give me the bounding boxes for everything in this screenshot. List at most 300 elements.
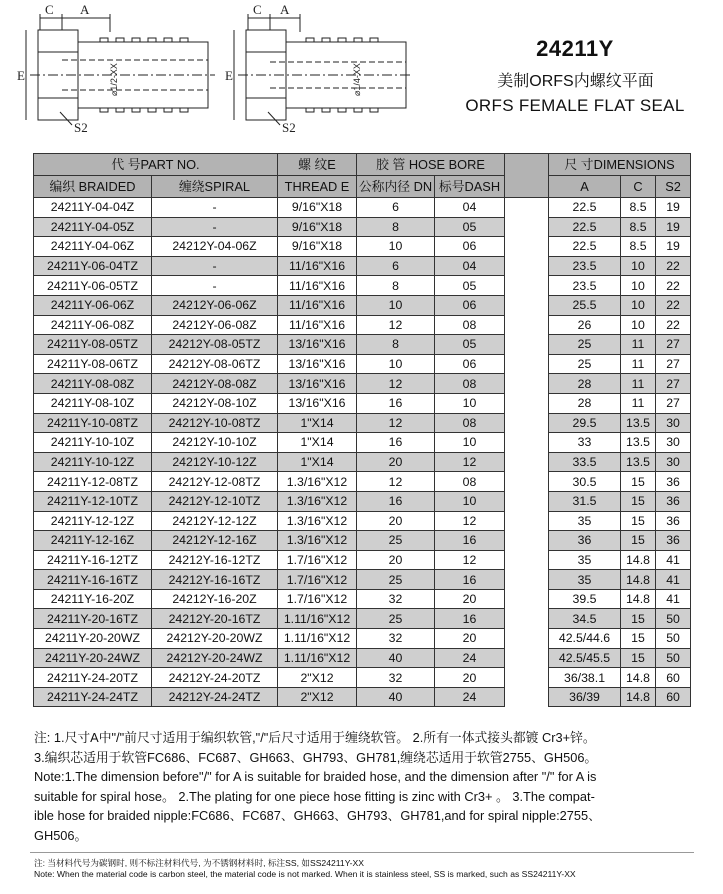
cell-thread: 11/16"X16 xyxy=(278,256,357,276)
cell-thread: 2"X12 xyxy=(278,687,357,707)
cell-s2: 36 xyxy=(656,531,691,551)
cell-braided: 24211Y-06-06Z xyxy=(34,295,152,315)
cell-s2: 50 xyxy=(656,609,691,629)
table-row xyxy=(34,511,691,531)
cell-a: 23.5 xyxy=(549,256,621,276)
cell-thread: 1.3/16"X12 xyxy=(278,511,357,531)
table-row xyxy=(34,609,691,629)
table-row xyxy=(34,589,691,609)
cell-c: 8.5 xyxy=(621,198,656,218)
cell-dn: 32 xyxy=(357,668,435,688)
cell-dn: 25 xyxy=(357,531,435,551)
cell-dash: 20 xyxy=(435,668,505,688)
cell-spiral: 24212Y-16-20Z xyxy=(152,589,278,609)
cell-spiral: 24212Y-10-10Z xyxy=(152,433,278,453)
cell-thread: 13/16"X16 xyxy=(278,354,357,374)
cell-thread: 1.3/16"X12 xyxy=(278,472,357,492)
footnote-en: Note: When the material code is carbon steel, the material code is not marked. When it is stainless steel, SS is marked, such as SS24211Y-XX xyxy=(34,869,576,879)
cell-thread: 1.11/16"X12 xyxy=(278,629,357,649)
cell-dn: 25 xyxy=(357,570,435,590)
cell-a: 26 xyxy=(549,315,621,335)
header-c: C xyxy=(621,176,656,198)
footnote-cn: 注: 当材料代号为碳钢时, 则不标注材料代号, 为不锈钢材料时, 标注SS, 如SS24211Y-XX xyxy=(34,858,364,868)
cell-c: 14.8 xyxy=(621,668,656,688)
cell-thread: 1"X14 xyxy=(278,452,357,472)
cell-dash: 12 xyxy=(435,550,505,570)
cell-spacer xyxy=(505,648,549,668)
cell-spacer xyxy=(505,511,549,531)
cell-a: 39.5 xyxy=(549,589,621,609)
cell-dn: 8 xyxy=(357,276,435,296)
cell-dn: 12 xyxy=(357,413,435,433)
cell-dash: 08 xyxy=(435,413,505,433)
cell-dn: 20 xyxy=(357,550,435,570)
cell-a: 36/39 xyxy=(549,687,621,707)
cell-dn: 20 xyxy=(357,452,435,472)
cell-a: 28 xyxy=(549,374,621,394)
cell-a: 22.5 xyxy=(549,217,621,237)
drawing-left xyxy=(17,2,215,135)
cell-thread: 1.3/16"X12 xyxy=(278,491,357,511)
cell-dash: 10 xyxy=(435,491,505,511)
cell-spiral: - xyxy=(152,198,278,218)
cell-braided: 24211Y-04-06Z xyxy=(34,237,152,257)
cell-s2: 60 xyxy=(656,668,691,688)
header-row-groups xyxy=(34,154,691,176)
table-row xyxy=(34,198,691,218)
cell-dash: 08 xyxy=(435,374,505,394)
cell-spiral: 24212Y-24-20TZ xyxy=(152,668,278,688)
cell-braided: 24211Y-04-04Z xyxy=(34,198,152,218)
cell-spacer xyxy=(505,668,549,688)
svg-text:S2: S2 xyxy=(282,120,296,135)
cell-dn: 8 xyxy=(357,217,435,237)
cell-spacer xyxy=(505,570,549,590)
cell-spiral: 24212Y-12-08TZ xyxy=(152,472,278,492)
header-spiral: 缠绕SPIRAL xyxy=(152,176,278,198)
cell-a: 25 xyxy=(549,354,621,374)
cell-spacer xyxy=(505,452,549,472)
cell-s2: 19 xyxy=(656,217,691,237)
table-row xyxy=(34,531,691,551)
cell-dn: 12 xyxy=(357,315,435,335)
cell-braided: 24211Y-10-08TZ xyxy=(34,413,152,433)
cell-c: 15 xyxy=(621,609,656,629)
cell-c: 14.8 xyxy=(621,687,656,707)
header-braided: 编织 BRAIDED xyxy=(34,176,152,198)
cell-spiral: 24212Y-20-16TZ xyxy=(152,609,278,629)
cell-dn: 32 xyxy=(357,629,435,649)
cell-a: 23.5 xyxy=(549,276,621,296)
cell-spacer xyxy=(505,531,549,551)
cell-dn: 25 xyxy=(357,609,435,629)
cell-a: 36 xyxy=(549,531,621,551)
cell-dn: 12 xyxy=(357,374,435,394)
cell-thread: 1.11/16"X12 xyxy=(278,609,357,629)
cell-thread: 9/16"X18 xyxy=(278,237,357,257)
cell-braided: 24211Y-20-20WZ xyxy=(34,629,152,649)
cell-thread: 2"X12 xyxy=(278,668,357,688)
svg-text:E: E xyxy=(17,68,25,83)
table-row xyxy=(34,276,691,296)
cell-dash: 08 xyxy=(435,472,505,492)
cell-spiral: 24212Y-20-20WZ xyxy=(152,629,278,649)
cell-dn: 16 xyxy=(357,491,435,511)
cell-braided: 24211Y-12-10TZ xyxy=(34,491,152,511)
cell-a: 36/38.1 xyxy=(549,668,621,688)
cell-dn: 40 xyxy=(357,687,435,707)
cell-spiral: 24212Y-08-10Z xyxy=(152,393,278,413)
cell-spiral: 24212Y-16-16TZ xyxy=(152,570,278,590)
cell-spiral: - xyxy=(152,276,278,296)
cell-s2: 19 xyxy=(656,237,691,257)
cell-c: 15 xyxy=(621,648,656,668)
cell-a: 33.5 xyxy=(549,452,621,472)
cell-braided: 24211Y-12-08TZ xyxy=(34,472,152,492)
cell-c: 13.5 xyxy=(621,413,656,433)
cell-a: 42.5/44.6 xyxy=(549,629,621,649)
cell-thread: 9/16"X18 xyxy=(278,198,357,218)
cell-s2: 41 xyxy=(656,570,691,590)
cell-s2: 27 xyxy=(656,335,691,355)
cell-spacer xyxy=(505,433,549,453)
cell-braided: 24211Y-06-04TZ xyxy=(34,256,152,276)
table-row xyxy=(34,217,691,237)
cell-c: 10 xyxy=(621,276,656,296)
cell-dash: 16 xyxy=(435,609,505,629)
cell-braided: 24211Y-16-12TZ xyxy=(34,550,152,570)
cell-c: 8.5 xyxy=(621,217,656,237)
cell-thread: 1"X14 xyxy=(278,433,357,453)
cell-c: 15 xyxy=(621,511,656,531)
cell-spiral: 24212Y-08-08Z xyxy=(152,374,278,394)
cell-c: 15 xyxy=(621,472,656,492)
table-row xyxy=(34,629,691,649)
cell-c: 11 xyxy=(621,354,656,374)
cell-spacer xyxy=(505,198,549,218)
cell-spacer xyxy=(505,374,549,394)
cell-dash: 12 xyxy=(435,511,505,531)
note-en-line-4: GH506。 xyxy=(34,827,88,843)
cell-braided: 24211Y-12-12Z xyxy=(34,511,152,531)
cell-spacer xyxy=(505,354,549,374)
header-a: A xyxy=(549,176,621,198)
cell-c: 15 xyxy=(621,531,656,551)
table-row xyxy=(34,570,691,590)
cell-s2: 22 xyxy=(656,256,691,276)
cell-dn: 10 xyxy=(357,237,435,257)
cell-c: 13.5 xyxy=(621,433,656,453)
cell-spiral: 24212Y-12-12Z xyxy=(152,511,278,531)
cell-spiral: - xyxy=(152,256,278,276)
table-row xyxy=(34,354,691,374)
specification-table xyxy=(33,153,691,707)
cell-s2: 27 xyxy=(656,393,691,413)
table-row xyxy=(34,433,691,453)
svg-text:E: E xyxy=(225,68,233,83)
cell-spacer xyxy=(505,276,549,296)
cell-dash: 20 xyxy=(435,629,505,649)
note-cn-line-1: 注: 1.尺寸A中"/"前尺寸适用于编织软管,"/"后尺寸适用于缠绕软管。 2.所有一体式接头都镀 Cr3+锌。 xyxy=(34,730,596,745)
header-dash: 标号DASH xyxy=(435,176,505,198)
cell-s2: 27 xyxy=(656,374,691,394)
cell-spacer xyxy=(505,629,549,649)
svg-text:S2: S2 xyxy=(74,120,88,135)
drawing-right xyxy=(225,2,413,135)
cell-dash: 05 xyxy=(435,217,505,237)
cell-s2: 41 xyxy=(656,550,691,570)
cell-s2: 60 xyxy=(656,687,691,707)
cell-a: 29.5 xyxy=(549,413,621,433)
subtitle-chinese: 美制ORFS内螺纹平面 xyxy=(497,73,654,90)
cell-spiral: 24212Y-10-12Z xyxy=(152,452,278,472)
cell-dash: 06 xyxy=(435,295,505,315)
cell-thread: 1.7/16"X12 xyxy=(278,589,357,609)
cell-c: 15 xyxy=(621,629,656,649)
cell-s2: 50 xyxy=(656,629,691,649)
cell-a: 25 xyxy=(549,335,621,355)
notes xyxy=(34,728,694,846)
cell-braided: 24211Y-08-10Z xyxy=(34,393,152,413)
cell-spacer xyxy=(505,335,549,355)
svg-text:A: A xyxy=(280,2,290,17)
footnote xyxy=(34,858,714,880)
cell-c: 14.8 xyxy=(621,550,656,570)
header-dn: 公称内径 DN xyxy=(357,176,435,198)
cell-spacer xyxy=(505,589,549,609)
cell-braided: 24211Y-16-16TZ xyxy=(34,570,152,590)
cell-dash: 06 xyxy=(435,354,505,374)
cell-braided: 24211Y-10-10Z xyxy=(34,433,152,453)
cell-braided: 24211Y-20-24WZ xyxy=(34,648,152,668)
cell-a: 28 xyxy=(549,393,621,413)
cell-c: 10 xyxy=(621,315,656,335)
header-dimensions: 尺 寸DIMENSIONS xyxy=(549,154,691,176)
table-row xyxy=(34,335,691,355)
cell-spacer xyxy=(505,237,549,257)
cell-spacer xyxy=(505,491,549,511)
cell-spacer xyxy=(505,687,549,707)
cell-dash: 10 xyxy=(435,393,505,413)
cell-spacer xyxy=(505,472,549,492)
cell-spiral: 24212Y-16-12TZ xyxy=(152,550,278,570)
cell-a: 34.5 xyxy=(549,609,621,629)
table-row xyxy=(34,648,691,668)
cell-spiral: 24212Y-04-06Z xyxy=(152,237,278,257)
cell-c: 11 xyxy=(621,393,656,413)
cell-spacer xyxy=(505,217,549,237)
divider xyxy=(30,852,694,853)
cell-dn: 16 xyxy=(357,393,435,413)
cell-thread: 13/16"X16 xyxy=(278,374,357,394)
cell-a: 33 xyxy=(549,433,621,453)
header-spacer xyxy=(505,154,549,198)
cell-s2: 27 xyxy=(656,354,691,374)
cell-c: 13.5 xyxy=(621,452,656,472)
cell-spiral: 24212Y-24-24TZ xyxy=(152,687,278,707)
svg-text:A: A xyxy=(80,2,90,17)
cell-spiral: 24212Y-12-16Z xyxy=(152,531,278,551)
cell-dn: 8 xyxy=(357,335,435,355)
cell-thread: 13/16"X16 xyxy=(278,393,357,413)
cell-c: 8.5 xyxy=(621,237,656,257)
cell-spacer xyxy=(505,393,549,413)
cell-a: 31.5 xyxy=(549,491,621,511)
cell-dn: 32 xyxy=(357,589,435,609)
cell-s2: 19 xyxy=(656,198,691,218)
cell-dn: 16 xyxy=(357,433,435,453)
header-thread: THREAD E xyxy=(278,176,357,198)
cell-spiral: 24212Y-08-06TZ xyxy=(152,354,278,374)
cell-thread: 11/16"X16 xyxy=(278,276,357,296)
cell-dn: 12 xyxy=(357,472,435,492)
cell-spiral: 24212Y-08-05TZ xyxy=(152,335,278,355)
cell-spacer xyxy=(505,315,549,335)
cell-braided: 24211Y-16-20Z xyxy=(34,589,152,609)
cell-s2: 30 xyxy=(656,452,691,472)
cell-dash: 24 xyxy=(435,648,505,668)
cell-s2: 30 xyxy=(656,413,691,433)
svg-text:C: C xyxy=(45,2,54,17)
cell-braided: 24211Y-08-05TZ xyxy=(34,335,152,355)
note-en-line-3: ible hose for braided nipple:FC686、FC687、GH663、GH793、GH781,and for spiral nipple:2755、 xyxy=(34,808,601,824)
cell-braided: 24211Y-12-16Z xyxy=(34,531,152,551)
cell-dash: 08 xyxy=(435,315,505,335)
cell-spacer xyxy=(505,609,549,629)
table-row xyxy=(34,374,691,394)
cell-a: 42.5/45.5 xyxy=(549,648,621,668)
table-row xyxy=(34,393,691,413)
svg-text:⌀1/4-XX: ⌀1/4-XX xyxy=(352,63,362,96)
cell-a: 22.5 xyxy=(549,198,621,218)
cell-braided: 24211Y-24-24TZ xyxy=(34,687,152,707)
cell-braided: 24211Y-06-05TZ xyxy=(34,276,152,296)
cell-a: 35 xyxy=(549,570,621,590)
subtitle-english: ORFS FEMALE FLAT SEAL xyxy=(465,96,685,115)
table-row xyxy=(34,315,691,335)
header-part-no: 代 号PART NO. xyxy=(34,154,278,176)
cell-c: 14.8 xyxy=(621,570,656,590)
table-row xyxy=(34,668,691,688)
cell-thread: 11/16"X16 xyxy=(278,315,357,335)
table-row xyxy=(34,237,691,257)
cell-thread: 1.11/16"X12 xyxy=(278,648,357,668)
cell-braided: 24211Y-08-08Z xyxy=(34,374,152,394)
cell-a: 30.5 xyxy=(549,472,621,492)
header-row-columns xyxy=(34,176,691,198)
table-row xyxy=(34,452,691,472)
cell-spiral: 24212Y-12-10TZ xyxy=(152,491,278,511)
header-thread-group: 螺 纹E xyxy=(278,154,357,176)
cell-braided: 24211Y-20-16TZ xyxy=(34,609,152,629)
cell-spacer xyxy=(505,413,549,433)
cell-s2: 30 xyxy=(656,433,691,453)
cell-spacer xyxy=(505,295,549,315)
table-row xyxy=(34,550,691,570)
cell-thread: 13/16"X16 xyxy=(278,335,357,355)
cell-s2: 22 xyxy=(656,295,691,315)
cell-c: 10 xyxy=(621,295,656,315)
cell-braided: 24211Y-04-05Z xyxy=(34,217,152,237)
note-en-line-2: suitable for spiral hose。 2.The plating for one piece hose fitting is zinc with Cr3+ 。 3.The compat- xyxy=(34,788,595,804)
cell-s2: 22 xyxy=(656,315,691,335)
cell-a: 25.5 xyxy=(549,295,621,315)
cell-dash: 12 xyxy=(435,452,505,472)
cell-spiral: 24212Y-06-08Z xyxy=(152,315,278,335)
cell-dn: 10 xyxy=(357,354,435,374)
table-row xyxy=(34,491,691,511)
cell-thread: 11/16"X16 xyxy=(278,295,357,315)
cell-dash: 04 xyxy=(435,256,505,276)
cell-s2: 50 xyxy=(656,648,691,668)
cell-spiral: 24212Y-10-08TZ xyxy=(152,413,278,433)
cell-spacer xyxy=(505,256,549,276)
cell-thread: 9/16"X18 xyxy=(278,217,357,237)
table-body xyxy=(34,198,691,707)
cell-dash: 05 xyxy=(435,335,505,355)
cell-thread: 1"X14 xyxy=(278,413,357,433)
cell-dash: 10 xyxy=(435,433,505,453)
cell-thread: 1.3/16"X12 xyxy=(278,531,357,551)
cell-dash: 16 xyxy=(435,531,505,551)
cell-a: 35 xyxy=(549,511,621,531)
cell-dn: 6 xyxy=(357,256,435,276)
cell-dn: 40 xyxy=(357,648,435,668)
cell-dn: 20 xyxy=(357,511,435,531)
cell-dash: 05 xyxy=(435,276,505,296)
cell-braided: 24211Y-08-06TZ xyxy=(34,354,152,374)
note-cn-line-2: 3.编织芯适用于软管FC686、FC687、GH663、GH793、GH781,缠绕芯适用于软管2755、GH506。 xyxy=(34,749,598,765)
cell-s2: 41 xyxy=(656,589,691,609)
svg-text:⌀1/2-XX: ⌀1/2-XX xyxy=(109,63,119,96)
header-hose-bore: 胶 管 HOSE BORE xyxy=(357,154,505,176)
cell-s2: 36 xyxy=(656,472,691,492)
cell-dash: 24 xyxy=(435,687,505,707)
svg-text:C: C xyxy=(253,2,262,17)
cell-dash: 04 xyxy=(435,198,505,218)
cell-braided: 24211Y-24-20TZ xyxy=(34,668,152,688)
header-s2: S2 xyxy=(656,176,691,198)
cell-spacer xyxy=(505,550,549,570)
cell-dn: 6 xyxy=(357,198,435,218)
cell-braided: 24211Y-10-12Z xyxy=(34,452,152,472)
cell-c: 14.8 xyxy=(621,589,656,609)
product-code: 24211Y xyxy=(536,36,614,61)
cell-c: 15 xyxy=(621,491,656,511)
cell-spiral: 24212Y-20-24WZ xyxy=(152,648,278,668)
table-row xyxy=(34,472,691,492)
cell-thread: 1.7/16"X12 xyxy=(278,570,357,590)
table-row xyxy=(34,687,691,707)
cell-s2: 22 xyxy=(656,276,691,296)
cell-s2: 36 xyxy=(656,511,691,531)
cell-c: 11 xyxy=(621,374,656,394)
cell-dash: 20 xyxy=(435,589,505,609)
note-en-line-1: Note:1.The dimension before"/" for A is suitable for braided hose, and the dimension after "/" for A is xyxy=(34,769,597,785)
cell-dash: 06 xyxy=(435,237,505,257)
cell-c: 11 xyxy=(621,335,656,355)
cell-s2: 36 xyxy=(656,491,691,511)
table-row xyxy=(34,413,691,433)
cell-thread: 1.7/16"X12 xyxy=(278,550,357,570)
cell-c: 10 xyxy=(621,256,656,276)
table-row xyxy=(34,256,691,276)
cell-a: 22.5 xyxy=(549,237,621,257)
cell-braided: 24211Y-06-08Z xyxy=(34,315,152,335)
cell-a: 35 xyxy=(549,550,621,570)
cell-dn: 10 xyxy=(357,295,435,315)
table-row xyxy=(34,295,691,315)
